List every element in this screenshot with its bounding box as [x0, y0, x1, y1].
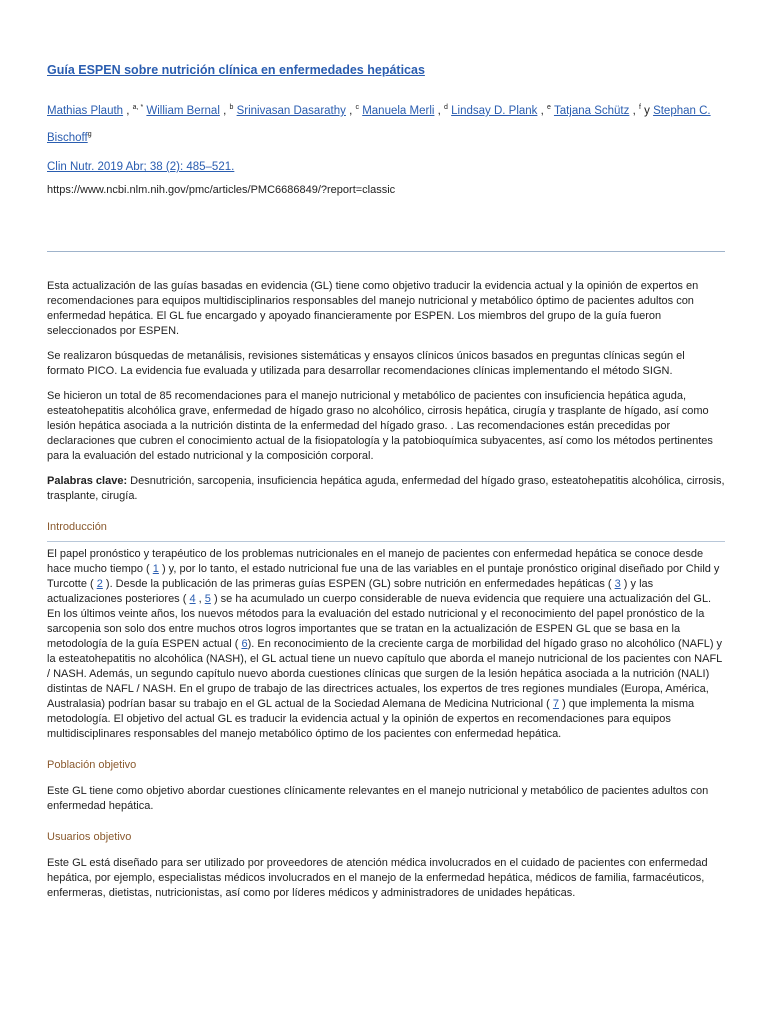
reference-link[interactable]: 3	[614, 578, 621, 590]
author-list	[47, 96, 725, 150]
abstract-paragraph: Se hicieron un total de 85 recomendaciones para el manejo nutricional y metabólico de pacientes con insuficiencia hepática aguda, esteatohepatitis alcohólica grave, enfermedad de hígado graso no alcohólico, cirrosis hepática, cirugía y trasplante de hígado, así como lesión hepática asociada a la nutrición distinta de la enfermedad del hígado graso. . Las recomendaciones están precedidas por declaraciones que cubren el conocimiento actual de la fisiopatología y la patobioquímica subyacentes, así como los métodos pertinentes para la evaluación del estado nutricional y la composición corporal.	[47, 390, 713, 462]
introduccion-paragraph	[47, 547, 725, 742]
author-link[interactable]: Manuela Merli	[362, 105, 435, 117]
citation-link[interactable]: Clin Nutr. 2019 Abr; 38 (2): 485–521.	[47, 161, 235, 173]
body-text: ) se ha acumulado un cuerpo considerable de nueva evidencia que requiere una actualización del GL. En los últimos veinte años, los nuevos métodos para la evaluación del estado nutricional y el reconocimiento del papel pronóstico de la sarcopenia son solo dos entre muchos otros logros importantes que se tratan en la actualización de ESPEN GL que se basa en la metodología de la guía ESPEN actual (	[47, 593, 712, 650]
body-text: ) y las actualizaciones posteriores (	[47, 578, 654, 605]
author-link[interactable]: William Bernal	[146, 105, 220, 117]
paper-title-link[interactable]: Guía ESPEN sobre nutrición clínica en enfermedades hepáticas	[47, 63, 425, 77]
abstract-paragraph: Esta actualización de las guías basadas en evidencia (GL) tiene como objetivo traducir la evidencia actual y la opinión de expertos en recomendaciones para equipos multidisciplinarios responsables del manejo nutricional y metabólico óptimo de pacientes adultos con enfermedad hepática. El GL fue encargado y apoyado financieramente por ESPEN. Los miembros del grupo de la guía fueron seleccionados por ESPEN.	[47, 280, 699, 337]
section-heading-introduccion: Introducción	[47, 520, 725, 542]
affiliation-marker: f	[638, 104, 641, 111]
abstract-paragraph: Se realizaron búsquedas de metanálisis, revisiones sistemáticas y ensayos clínicos únicos basados en preguntas clínicas según el formato PICO. La evidencia fue evaluada y utilizada para desarrollar recomendaciones clínicas implementando el método SIGN.	[47, 350, 685, 377]
author-separator: ,	[537, 105, 548, 117]
body-text: ). Desde la publicación de las primeras guías ESPEN (GL) sobre nutrición en enfermedades hepáticas (	[102, 578, 615, 590]
keywords-text: Desnutrición, sarcopenia, insuficiencia hepática aguda, enfermedad del hígado graso, esteatohepatitis alcohólica, cirrosis, trasplante, cirugía.	[47, 475, 725, 502]
reference-link[interactable]: 5	[204, 593, 211, 605]
author-separator: ,	[123, 105, 133, 117]
author-separator: ,	[345, 105, 356, 117]
author-separator: ,	[219, 105, 230, 117]
author-separator: ,	[629, 105, 639, 117]
affiliation-marker: g	[87, 131, 92, 138]
reference-link[interactable]: 1	[152, 563, 159, 575]
header-divider	[47, 251, 725, 252]
body-text: ,	[195, 593, 205, 605]
reference-link[interactable]: 4	[189, 593, 196, 605]
paper-page	[47, 60, 725, 899]
author-link[interactable]: Lindsay D. Plank	[451, 105, 538, 117]
author-link[interactable]: Mathias Plauth	[47, 105, 124, 117]
journal-citation[interactable]	[47, 159, 725, 175]
reference-link[interactable]: 2	[96, 578, 103, 590]
body-text: ). En reconocimiento de la creciente carga de morbilidad del hígado graso no alcohólico (NAFL) y la esteatohepatitis no alcohólica (NASH), el GL actual tiene un nuevo capítulo que aborda el manejo nutricional de los pacientes con NAFL / NASH. Además, un segundo capítulo nuevo aborda cuestiones clínicas que surgen de la lesión hepática asociada a la nutrición (NALI) distintas de NAFL / NASH. En el grupo de trabajo de las directrices actuales, los expertos de tres regiones mundiales (Europa, América, Australasia) podrían basar su trabajo en el GL actual de la Sociedad Alemana de Medicina Nutricional (	[47, 638, 723, 710]
affiliation-marker: c	[355, 104, 359, 111]
affiliation-marker: e	[547, 104, 551, 111]
body-text: ) que implementa la misma metodología. El objetivo del actual GL es traducir la evidencia actual y la opinión de expertos en recomendaciones para equipos multidisciplinares responsables del manejo metabólico óptimo de los pacientes con enfermedad hepática.	[47, 698, 695, 740]
keywords	[47, 474, 725, 504]
author-joiner: y	[640, 105, 654, 117]
section-heading-poblacion: Población objetivo	[47, 759, 137, 771]
usuarios-paragraph: Este GL está diseñado para ser utilizado por proveedores de atención médica involucrados en el cuidado de pacientes con enfermedad hepática, por ejemplo, especialistas médicos involucrados en el manejo de la enfermedad hepática, médicos de familia, farmacéuticos, enfermeras, dietistas, nutricionistas, así como por líderes médicos y administradores de unidades hepáticas.	[47, 857, 708, 899]
author-link[interactable]: Srinivasan Dasarathy	[236, 105, 346, 117]
author-link[interactable]: Tatjana Schütz	[553, 105, 630, 117]
section-heading-usuarios: Usuarios objetivo	[47, 831, 132, 843]
reference-link[interactable]: 6	[241, 638, 248, 650]
poblacion-paragraph: Este GL tiene como objetivo abordar cuestiones clínicamente relevantes en el manejo nutricional y metabólico de pacientes adultos con enfermedad hepática.	[47, 785, 709, 812]
body-text: ) y, por lo tanto, el estado nutricional fue una de las variables en el puntaje pronóstico original diseñado por Child y Turcotte (	[47, 563, 720, 590]
affiliation-marker: d	[444, 104, 448, 111]
author-separator: ,	[434, 105, 445, 117]
affiliation-marker: b	[229, 104, 234, 111]
author-link[interactable]: Stephan C. Bischoff	[47, 105, 711, 144]
article-body	[47, 279, 725, 911]
affiliation-marker: a, *	[132, 104, 144, 111]
body-text: El papel pronóstico y terapéutico de los problemas nutricionales en el manejo de pacientes con enfermedad hepática se conoce desde hace mucho tiempo (	[47, 548, 704, 575]
paper-title[interactable]	[47, 60, 725, 80]
reference-link[interactable]: 7	[552, 698, 560, 710]
source-url: https://www.ncbi.nlm.nih.gov/pmc/articles/PMC6686849/?report=classic	[47, 184, 396, 196]
keywords-label: Palabras clave:	[47, 475, 128, 487]
